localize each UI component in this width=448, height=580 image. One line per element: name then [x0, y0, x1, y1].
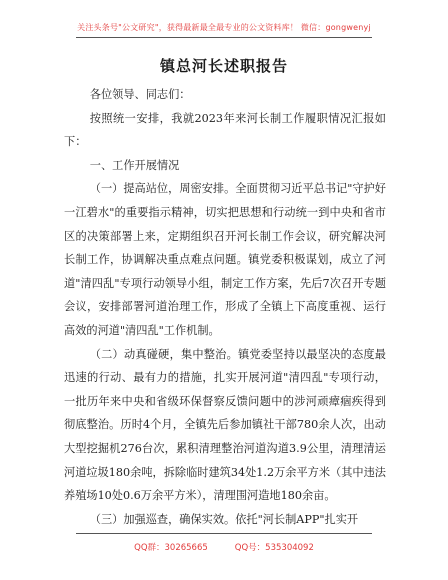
paragraph-3: （三）加强巡查，确保实效。依托"河长制APP"扎实开: [89, 512, 359, 526]
header-divider: [76, 37, 372, 38]
header-promo-text: 关注头条号"公文研究"，获得最新最全最专业的公文资料库！ 微信：gongwenyj: [77, 23, 371, 32]
document-body: [64, 83, 386, 531]
document-title: 镇总河长述职报告: [159, 57, 288, 75]
paragraph-2: （二）动真碰硬，集中整治。镇党委坚持以最坚决的态度最迅速的行动、最有力的措施，扎实开展河道"清四乱"专项行动，一批历年来中央和省级环保督察反馈问题中的涉河顽瘴痼疾得到彻底整治。历时4个月，全镇先后参加镇社干部780余人次，出动大型挖掘机276台次，累积清理整治河道沟道3.9公里，清理清运河道垃圾180余吨，拆除临时建筑34处1.2万余平方米（其中违法养殖场10处0.6万余平方米），清理围河造地180余亩。: [64, 347, 386, 503]
intro-paragraph: 按照统一安排，我就2023年来河长制工作履职情况汇报如下：: [64, 111, 386, 149]
footer-divider: [76, 533, 372, 534]
section-heading: 一、工作开展情况: [89, 158, 180, 172]
salutation: 各位领导、同志们：: [89, 88, 191, 101]
footer-contact-text: QQ群：30265665 QQ号：535304092: [134, 543, 314, 553]
paragraph-1: （一）提高站位，周密安排。全面贯彻习近平总书记"守护好一江碧水"的重要指示精神，切实把思想和行动统一到中央和省市区的决策部署上来，定期组织召开河长制工作会议，研究解决河长制工作，协调解决重点难点问题。镇党委积极谋划，成立了河道"清四乱"专项行动领导小组，制定工作方案，先后7次召开专题会议，安排部署河道治理工作，形成了全镇上下高度重视、运行高效的河道"清四乱"工作机制。: [64, 182, 386, 337]
